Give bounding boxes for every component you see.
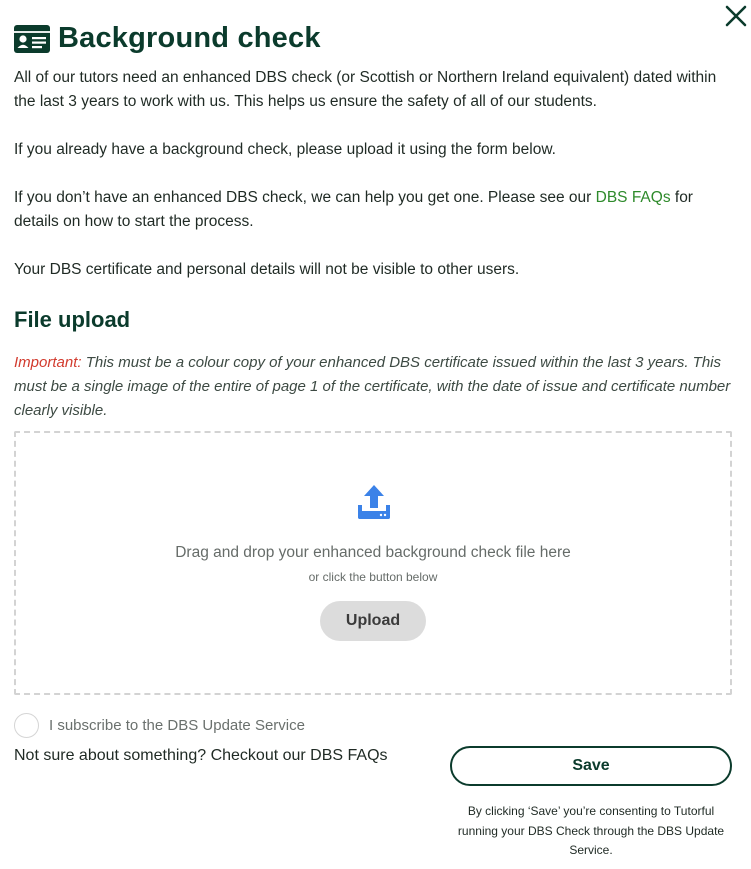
dropzone-subtext: or click the button below — [308, 570, 438, 584]
file-upload-heading: File upload — [14, 307, 131, 332]
file-dropzone[interactable] — [14, 431, 732, 695]
important-note — [14, 351, 738, 423]
consent-text: By clicking ‘Save’ you’re consenting to Tutorful running your DBS Check through the DBS Update Service. — [457, 804, 725, 857]
dialog-header — [14, 22, 321, 55]
close-icon — [724, 4, 748, 28]
close-button[interactable] — [722, 2, 750, 30]
dbs-update-subscription[interactable] — [14, 713, 305, 738]
intro-text-before-link: If you don’t have an enhanced DBS check, we can help you get one. Please see our — [14, 189, 596, 206]
save-button[interactable]: Save — [450, 746, 732, 786]
intro-text-after-link: for details on how to start the process. — [14, 189, 693, 230]
help-text-lead: Not sure about something? Checkout our — [14, 747, 311, 764]
important-text: This must be a colour copy of your enhanced DBS certificate issued within the last 3 years. This must be a single image of the entire of page 1 of the certificate, with the date of issue and certificate number clearly visible. — [14, 354, 731, 419]
dbs-faqs-link[interactable]: DBS FAQs — [595, 189, 671, 206]
dropzone-instructions: Drag and drop your enhanced background check file here — [175, 544, 571, 561]
page-title: Background check — [58, 22, 321, 54]
intro-paragraph-3 — [14, 186, 734, 234]
help-text — [14, 747, 388, 765]
subscribe-checkbox[interactable] — [14, 713, 39, 738]
upload-tray-icon — [357, 485, 391, 519]
help-dbs-faqs-link[interactable]: DBS FAQs — [310, 747, 388, 764]
intro-paragraph-4: Your DBS certificate and personal details will not be visible to other users. — [14, 261, 520, 278]
intro-paragraph-2: If you already have a background check, please upload it using the form below. — [14, 141, 556, 158]
id-card-icon — [14, 25, 50, 53]
subscribe-label: I subscribe to the DBS Update Service — [49, 717, 305, 734]
upload-button[interactable]: Upload — [320, 601, 426, 641]
important-label: Important: — [14, 354, 82, 371]
intro-paragraph-1: All of our tutors need an enhanced DBS check (or Scottish or Northern Ireland equivalent) dated within the last 3 years to work with us. This helps us ensure the safety of all of our students. — [14, 69, 717, 110]
